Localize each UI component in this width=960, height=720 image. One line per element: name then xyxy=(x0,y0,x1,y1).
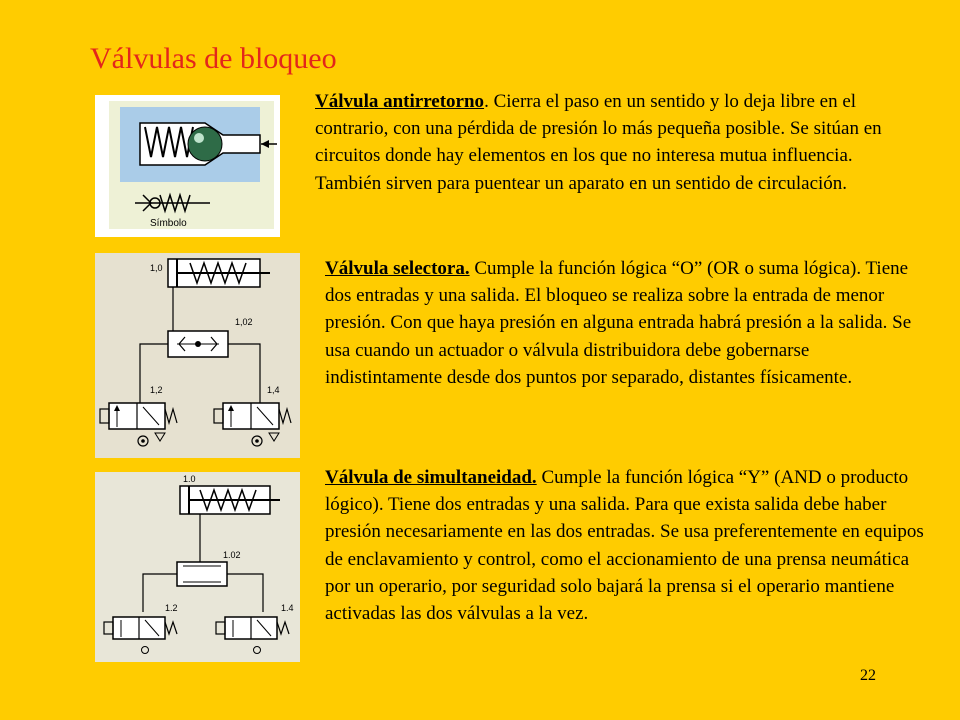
cylinder-label: 1.0 xyxy=(183,474,196,484)
symbol-label: Símbolo xyxy=(150,218,187,229)
selector-valve-term: Válvula selectora. xyxy=(325,258,470,279)
simultaneity-valve-term: Válvula de simultaneidad. xyxy=(325,467,537,488)
slide-title: Válvulas de bloqueo xyxy=(90,42,337,75)
right-input-label: 1,4 xyxy=(267,385,280,395)
page-number: 22 xyxy=(860,667,876,684)
check-valve-paragraph xyxy=(315,88,915,197)
selector-valve-figure xyxy=(95,253,300,458)
valve-label: 1,02 xyxy=(235,317,253,327)
simultaneity-valve-circuit xyxy=(95,472,300,662)
selector-valve-circuit xyxy=(95,253,300,458)
simultaneity-valve-figure xyxy=(95,472,300,662)
selector-valve-paragraph xyxy=(325,255,930,391)
cylinder-label: 1,0 xyxy=(150,263,163,273)
left-input-label: 1,2 xyxy=(150,385,163,395)
check-valve-text: . Cierra el paso en un sentido y lo deja libre en el contrario, con una pérdida de presión lo más pequeña posible. Se sitúan en circuitos donde hay elementos en los que no interesa mutua influencia. También sirven para puentear un aparato en un sentido de circulación. xyxy=(315,91,882,194)
left-input-label: 1.2 xyxy=(165,603,178,613)
check-valve-term: Válvula antirretorno xyxy=(315,91,485,112)
check-valve-diagram xyxy=(95,95,280,237)
selector-valve-text: Cumple la función lógica “O” (OR o suma lógica). Tiene dos entradas y una salida. El bloqueo se realiza sobre la entrada de menor presión. Con que haya presión en alguna entrada habrá presión a la salida. Se usa cuando un actuador o válvula distribuidora debe gobernarse indistintamente desde dos puntos por separado, distantes físicamente. xyxy=(325,258,912,388)
simultaneity-valve-paragraph xyxy=(325,464,930,627)
check-valve-figure xyxy=(95,95,280,237)
right-input-label: 1.4 xyxy=(281,603,294,613)
simultaneity-valve-text: Cumple la función lógica “Y” (AND o producto lógico). Tiene dos entradas y una salida. Para que exista salida debe haber presión necesariamente en las dos entradas. Se usa preferentemente en equipos de enclavamiento y control, como el accionamiento de una prensa neumática por un operario, por seguridad solo bajará la prensa si el operario mantiene activadas las dos válvulas a la vez. xyxy=(325,467,924,625)
valve-label: 1.02 xyxy=(223,550,241,560)
